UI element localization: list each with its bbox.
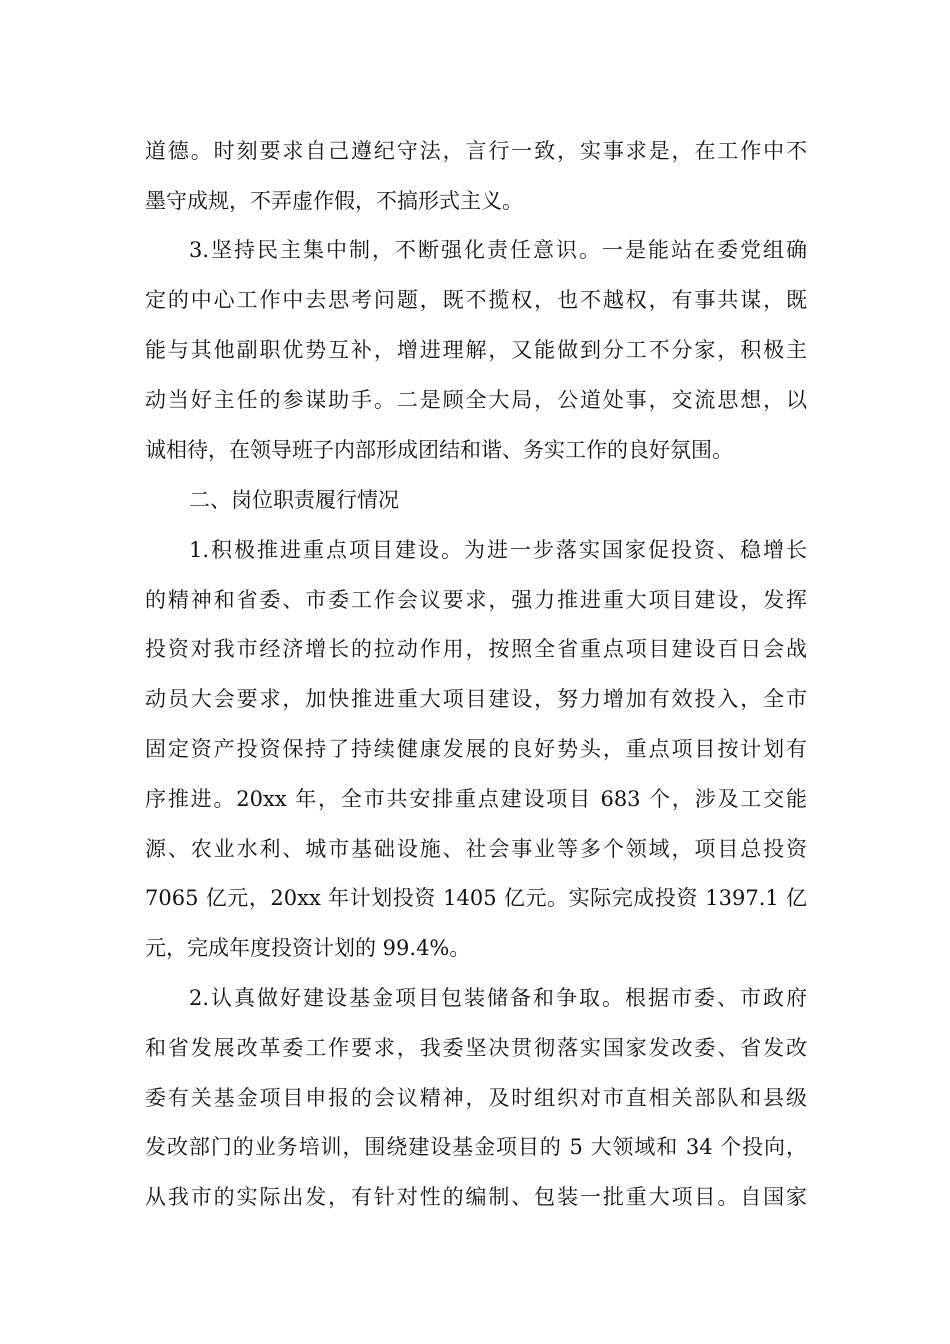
text-line: 动当好主任的参谋助手。二是顾全大局，公道处事，交流思想，以 [145,388,807,412]
text-line: 动员大会要求，加快推进重大项目建设，努力增加有效投入，全市 [145,687,807,711]
text-line: 元，完成年度投资计划的 99.4%。 [145,936,471,960]
text-line: 定的中心工作中去思考问题，既不揽权，也不越权，有事共谋，既 [145,288,807,312]
text-line: 2.认真做好建设基金项目包装储备和争取。根据市委、市政府 [189,986,807,1010]
text-line: 固定资产投资保持了持续健康发展的良好势头，重点项目按计划有 [145,737,807,761]
text-line: 从我市的实际出发，有针对性的编制、包装一批重大项目。自国家 [145,1185,807,1209]
text-line: 发改部门的业务培训，围绕建设基金项目的 5 大领域和 34 个投向， [145,1135,807,1159]
text-line: 序推进。20xx 年，全市共安排重点建设项目 683 个，涉及工交能 [145,787,807,811]
text-line: 墨守成规，不弄虚作假，不搞形式主义。 [145,189,523,213]
text-line: 源、农业水利、城市基础设施、社会事业等多个领域，项目总投资 [145,837,807,861]
text-line: 道德。时刻要求自己遵纪守法，言行一致，实事求是，在工作中不 [145,139,807,163]
text-line: 的精神和省委、市委工作会议要求，强力推进重大项目建设，发挥 [145,588,807,612]
text-line: 投资对我市经济增长的拉动作用，按照全省重点项目建设百日会战 [145,637,807,661]
text-line: 能与其他副职优势互补，增进理解，又能做到分工不分家，积极主 [145,338,807,362]
text-line: 1.积极推进重点项目建设。为进一步落实国家促投资、稳增长 [189,538,807,562]
text-line: 和省发展改革委工作要求，我委坚决贯彻落实国家发改委、省发改 [145,1036,807,1060]
text-line: 诚相待，在领导班子内部形成团结和谐、务实工作的良好氛围。 [145,438,733,462]
text-line: 7065 亿元，20xx 年计划投资 1405 亿元。实际完成投资 1397.1 亿 [145,886,807,910]
text-line: 委有关基金项目申报的会议精神，及时组织对市直相关部队和县级 [145,1086,807,1110]
text-line: 3.坚持民主集中制，不断强化责任意识。一是能站在委党组确 [189,238,807,262]
section-heading: 二、岗位职责履行情况 [189,488,399,512]
